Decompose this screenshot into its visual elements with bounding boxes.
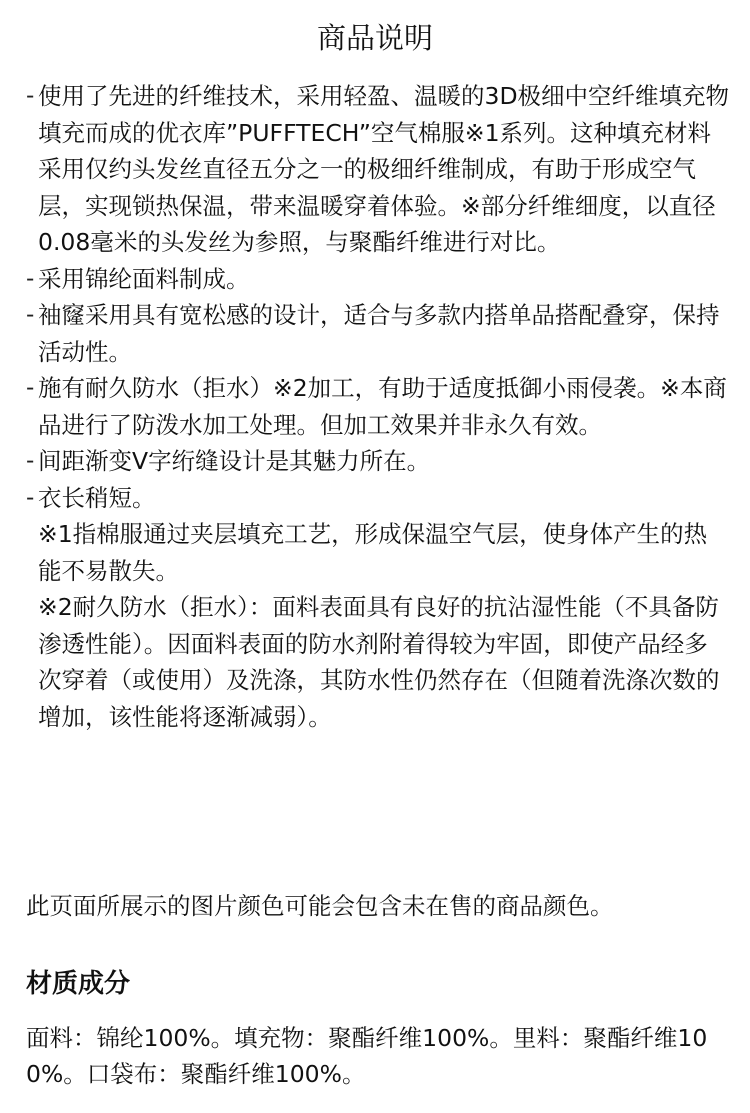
bullet-dash: - <box>26 83 35 109</box>
page-title: 商品说明 <box>316 21 433 55</box>
description-item <box>26 370 730 443</box>
description-item <box>26 261 730 298</box>
bullet-dash: - <box>26 448 35 474</box>
bullet-dash: - <box>26 302 35 328</box>
footnote-1: ※1指棉服通过夹层填充工艺，形成保温空气层，使身体产生的热能不易散失。 <box>38 520 708 585</box>
bullet-dash: - <box>26 375 35 401</box>
description-item <box>26 443 730 480</box>
color-disclaimer: 此页面所展示的图片颜色可能会包含未在售的商品颜色。 <box>26 892 614 920</box>
materials-text: 面料：锦纶100%。填充物：聚酯纤维100%。里料：聚酯纤维100%。口袋布：聚酯纤维100%。 <box>26 1024 708 1088</box>
description-item-text: 采用锦纶面料制成。 <box>38 264 250 293</box>
description-item <box>26 480 730 517</box>
description-list <box>26 78 730 735</box>
footnote-2: ※2耐久防水（拒水）：面料表面具有良好的抗沾湿性能（不具备防渗透性能）。因面料表面的防水剂附着得较为牢固，即使产品经多次穿着（或使用）及洗涤，其防水性仍然存在（但随着洗涤次数的增加，该性能将逐渐减弱）。 <box>38 593 720 731</box>
bullet-dash: - <box>26 484 35 511</box>
materials-heading: 材质成分 <box>26 969 131 999</box>
description-item-text: 袖窿采用具有宽松感的设计，适合与多款内搭单品搭配叠穿，保持活动性。 <box>38 301 720 366</box>
description-item <box>26 297 730 370</box>
description-item-text: 使用了先进的纤维技术，采用轻盈、温暖的3D极细中空纤维填充物填充而成的优衣库”PUFFTECH”空气棉服※1系列。这种填充材料采用仅约头发丝直径五分之一的极细纤维制成，有助于形成空气层，实现锁热保温，带来温暖穿着体验。※部分纤维细度，以直径0.08毫米的头发丝为参照，与聚酯纤维进行对比。 <box>38 82 730 256</box>
description-item-text: 衣长稍短。 <box>38 483 156 512</box>
bullet-dash: - <box>26 265 35 292</box>
description-item-text: 间距渐变V字绗缝设计是其魅力所在。 <box>38 447 431 475</box>
description-item-text: 施有耐久防水（拒水）※2加工，有助于适度抵御小雨侵袭。※本商品进行了防泼水加工处理。但加工效果并非永久有效。 <box>38 374 727 439</box>
description-item <box>26 78 730 261</box>
